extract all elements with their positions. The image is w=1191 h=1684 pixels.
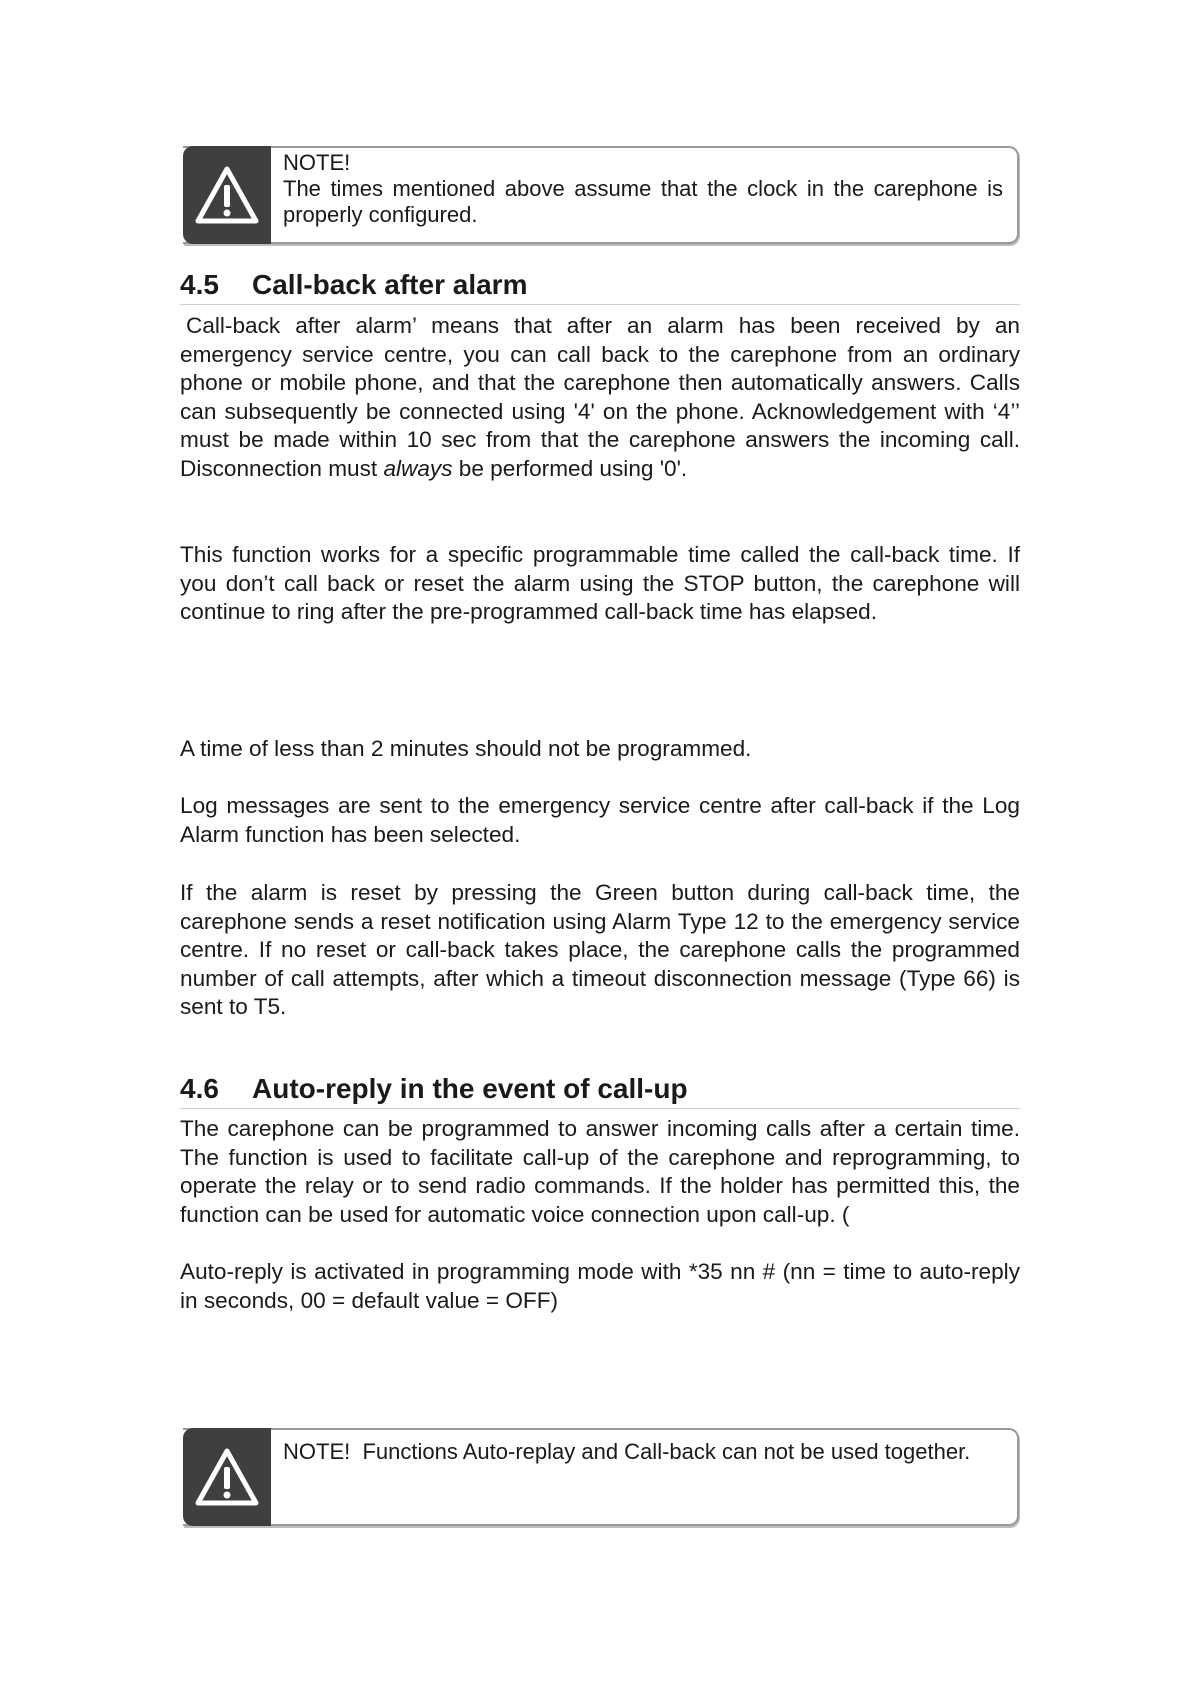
note-body: The times mentioned above assume that the clock in the carephone is properly configured. [283, 176, 1003, 227]
section-title: Call-back after alarm [252, 269, 528, 300]
paragraph-text: (nn = time to auto-reply in seconds, 00 = default value = OFF) [180, 1259, 1020, 1313]
emphasis-text: always [383, 455, 453, 481]
paragraph-text: Call-back after alarm’ means that after an alarm has been received by an emergency service centre, you can call back to the carephone from an ordinary phone or mobile phone, and that the carephone then automatically answers. Calls can subsequently be connected using '4' on the phone. Acknowledgement with ‘4’’ must be made within 10 sec from that the carephone answers the incoming call. Disconnection must [180, 313, 1020, 481]
paragraph-log-messages: Log messages are sent to the emergency service centre after call-back if the Log Alarm function has been selected. [180, 793, 1020, 847]
paragraph-autoreply-programming [180, 1258, 1020, 1315]
code-text: *35 nn # [688, 1259, 776, 1284]
note-box-top [183, 146, 1019, 244]
paragraph-autoreply: The carephone can be programmed to answer incoming calls after a certain time. The function is used to facilitate call-up of the carephone and reprogramming, to operate the relay or to send radio commands. If the holder has permitted this, the function can be used for automatic voice connection upon call-up. ( [180, 1116, 1020, 1227]
note-label: NOTE! [283, 150, 351, 175]
section-number: 4.6 [180, 1073, 219, 1104]
warning-icon [183, 146, 271, 244]
warning-icon [183, 1428, 271, 1526]
note-body: Functions Auto-replay and Call-back can not be used together. [362, 1439, 971, 1464]
section-number: 4.5 [180, 269, 219, 300]
section-heading-4-5 [180, 268, 1020, 305]
paragraph-callback-intro [180, 312, 1020, 484]
note-box-bottom [183, 1428, 1019, 1526]
note-text-top [283, 148, 1003, 228]
section-heading-4-6 [180, 1072, 1020, 1109]
paragraph-reset: If the alarm is reset by pressing the Green button during call-back time, the carephone sends a reset notification using Alarm Type 12 to the emergency service centre. If no reset or call-back takes place, the carephone calls the programmed number of call attempts, after which a timeout disconnection message (Type 66) is sent to T5. [180, 880, 1020, 1020]
note-text-bottom [283, 1430, 1003, 1465]
paragraph-text: Auto-reply is activated in programming mode with [180, 1259, 689, 1284]
paragraph-callback-time: This function works for a specific programmable time called the call-back time. If you don’t call back or reset the alarm using the STOP button, the carephone will continue to ring after the pre-programmed call-back time has elapsed. [180, 542, 1020, 625]
note-label: NOTE! [283, 1439, 351, 1464]
section-title: Auto-reply in the event of call-up [252, 1073, 688, 1104]
paragraph-text: be performed using '0'. [452, 455, 688, 481]
paragraph-min-time: A time of less than 2 minutes should not be programmed. [180, 736, 752, 761]
